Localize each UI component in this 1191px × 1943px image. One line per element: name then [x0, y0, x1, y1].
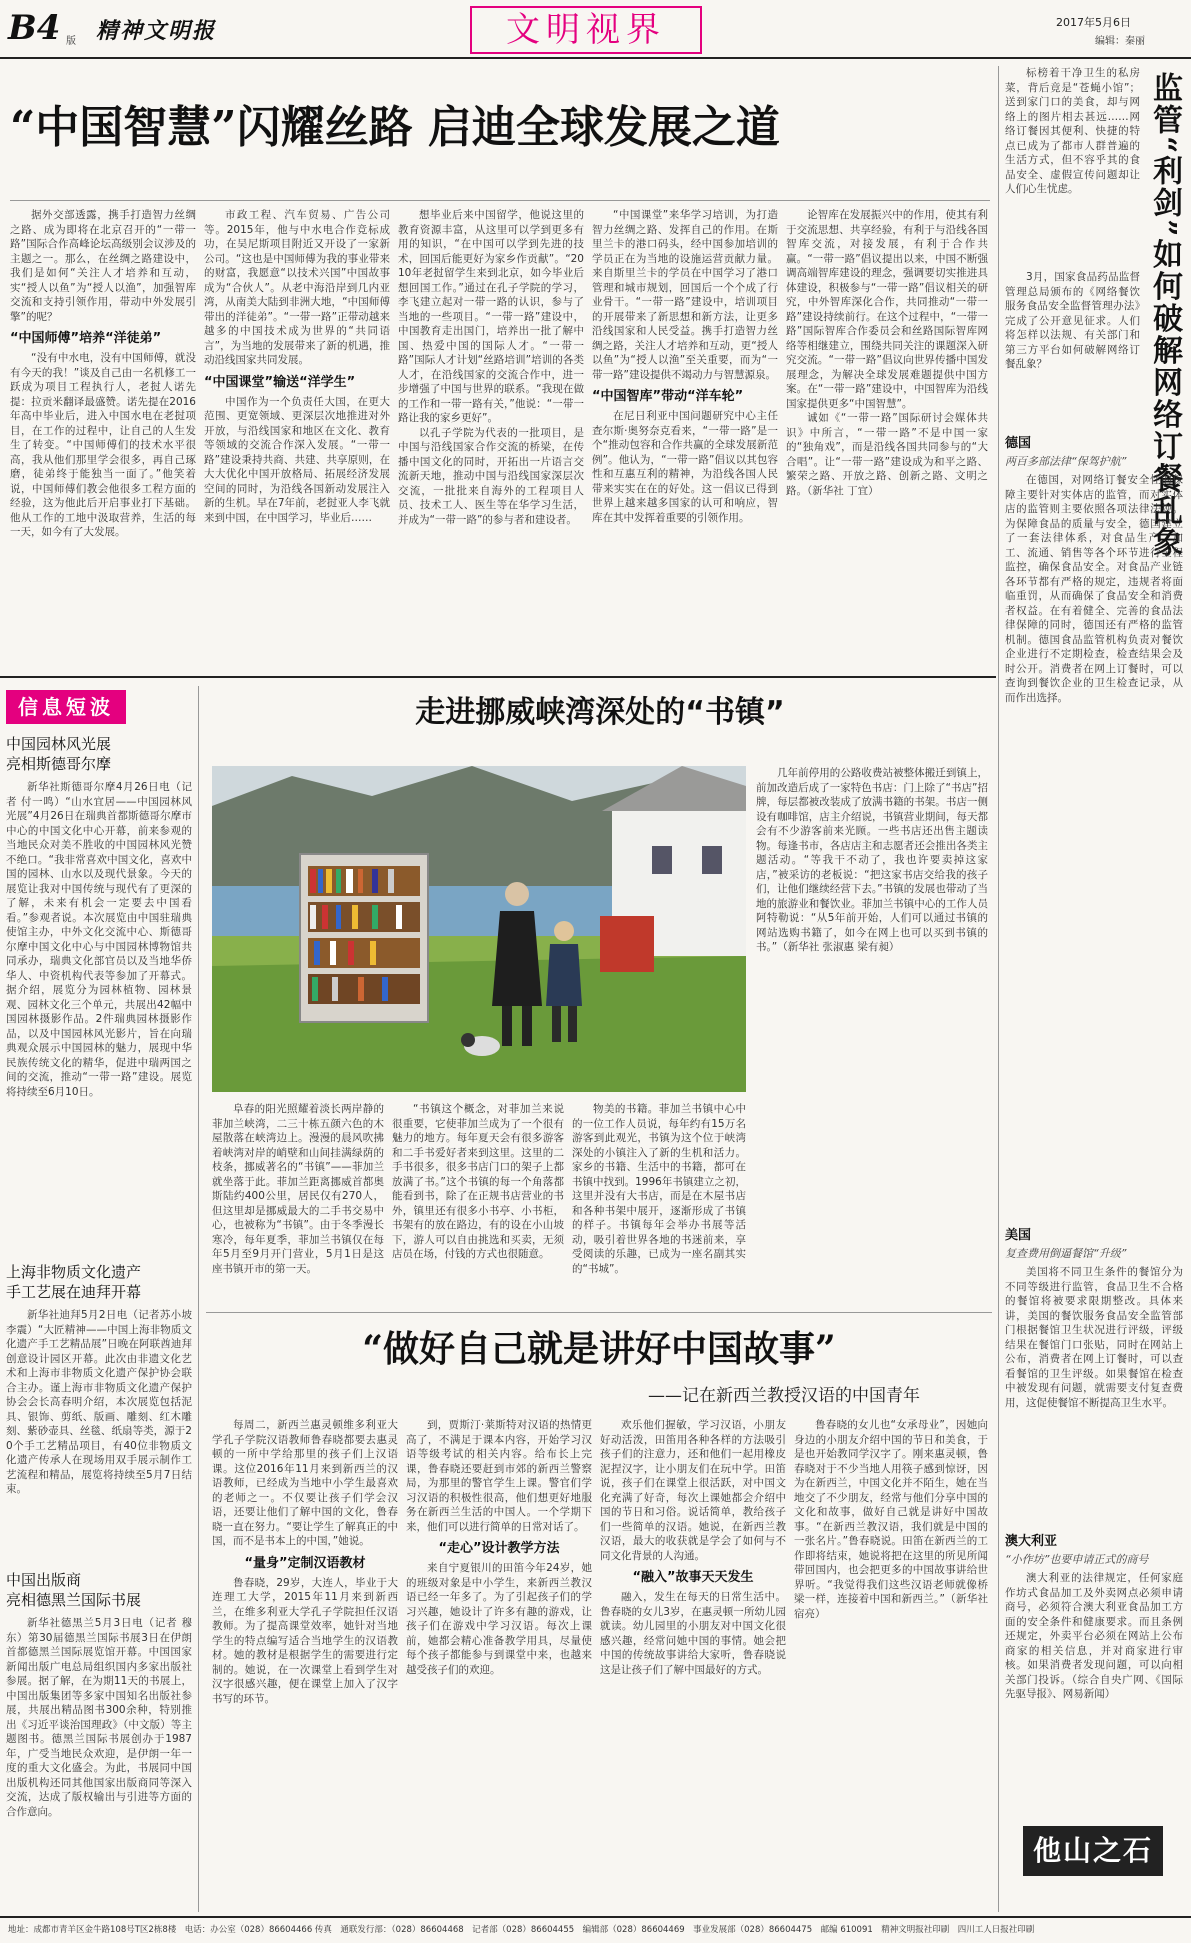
feature1-headline: 走进挪威峡湾深处的“书镇” [415, 695, 785, 730]
lead-col2-p1: 市政工程、汽车贸易、广告公司等。2015年，他与中水电合作竞标成功，在吴尼斯项目附近又开设了一家新公司。“这也是中国师傅为我的事业带来的财富，我愿意“以技术兴国”中国故事成为“合伙人”。从老中海沿岸到几内亚湾，从南美大陆到非洲大地，“中国师傅带出的洋徒弟”。“一带一路”正带动越来越多的中国技术成为世界的“共同语言”，为当地的发展带来了新的机遇，推动沿线国家共同发展。 [204, 209, 390, 366]
lead-col-1 [10, 208, 196, 668]
book-town-photo [212, 766, 746, 1092]
paper-name: 精神文明报 [96, 18, 217, 44]
feature2-col-2 [406, 1418, 592, 1906]
germany-body-wrap [1005, 473, 1183, 1203]
editor-credit: 编辑：秦丽 [1095, 36, 1145, 47]
feature1-col3-p: 物美的书籍。菲加兰书镇中心中的一位工作人员说，每年约有15万名游客到此观光，书镇为这个位于峡湾深处的小镇注入了新的生机和活力。家乡的书籍、生活中的书籍，都可在书镇中找到。1996年书镇建立之初，这里并没有大书店，而是在木屋书店和各种书架中展开，逐渐形成了书镇的样子。书镇每年会举办书展等活动，吸引着世界各地的书迷前来，享受阅读的乐趣，已成为一座名副其实的“书城”。 [572, 1103, 746, 1275]
feature2-col1-p2: 鲁春晓，29岁，大连人，毕业于大连理工大学，2015年11月来到新西兰，在维多利亚大学孔子学院担任汉语教师。为了提高课堂效率，她针对当地学生的特点编写适合当地学生的汉语教材。她的教材是根据学生的需要进行定制的。她说，在一次课堂上看到学生对汉字很感兴趣，便在课堂上加入了汉字书写的环节。 [212, 1576, 398, 1705]
australia-body: 澳大利亚的法律规定，任何家庭作坊式食品加工及外卖网点必须申请商号，必须符合澳大利亚食品加工方面的安全条件和健康要求。而且条例还规定，外卖平台必须在网站上公布商家的相关信息，并对商家进行审核。如果消费者发现问题，可以向相关部门投诉。（综合自央广网、《国际先驱导报》、网易新闻） [1005, 1572, 1183, 1700]
book-town-photo-svg [212, 766, 746, 1092]
sidebar-logo: 他山之石 [1023, 1826, 1163, 1876]
feature2-col2-p2: 来自宁夏银川的田笛今年24岁，她的班级对象是中小学生，来新西兰教汉语已经一年多了。为了引起孩子们的学习兴趣，她设计了许多有趣的游戏，让孩子们在游戏中学习汉语。每次上课前，她都会精心准备教学用具，尽量使每个孩子都能参与到课堂中来，也越来越受孩子们的欢迎。 [406, 1562, 592, 1676]
feature2-subhead-3: “融入”故事天天发生 [632, 1570, 754, 1585]
brief-label: 信息短波 [6, 690, 126, 724]
sidebar-intro-p1: 标榜着干净卫生的私房菜，背后竟是“苍蝇小馆”；送到家门口的美食，却与网络上的图片相去甚远……网络订餐因其便利、快捷的特点已成为了都市人群普遍的生活方式，但不容乎其的食品安全、虚假宣传问题却让人们心生忧虑。 [1005, 67, 1140, 195]
feature1-col-3 [572, 1102, 746, 1306]
sidebar-germany [1005, 426, 1183, 1216]
feature1-col2-p: “书镇这个概念，对菲加兰来说很重要，它使菲加兰成为了一个很有魅力的地方。每年夏天会有很多游客和二手书爱好者来到这里。这里的二手书很多，很多书店门口的架子上都放满了书。”这个书镇的每一个角落都能看到书，除了在正规书店营业的书外，镇里还有很多小书亭、小书柜，书架有的放在路边，有的设在小山坡下，游人可以自由挑选和买卖，无须店员在场，付钱的方式也很随意。 [392, 1103, 564, 1260]
feature1-col-2 [392, 1102, 564, 1306]
lead-col2-p2: 中国作为一个负责任大国，在更大范围、更宽领域、更深层次地推进对外开放，与沿线国家和地区在文化、教育等领域的交流合作深入发展。“一带一路”建设秉持共商、共建、共享原则，在大大优化中国开放格局、拓展经济发展空间的同时，为沿线各国新动发展注入新的生机。早在7年前，老挝亚人李飞就来到中国，在中国学习，毕业后…… [204, 395, 390, 524]
brief-item-1 [6, 734, 192, 1254]
lead-subhead-2: “中国课堂”输送“洋学生” [204, 374, 356, 390]
lead-col-4 [592, 208, 778, 668]
brief-body-2: 新华社迪拜5月2日电（记者苏小坡 李震）“大匠精神——中国上海非物质文化遗产手工艺精品展”日晚在阿联酋迪拜创意设计园区开幕。此次由非遗文化艺术和上海市非物质文化遗产保护协会联合主办。谨上海市非物质文化遗产保护协会会长高春明介绍，本次展览包括泥具、银饰、剪纸、版画、雕刻、红木雕刻、紫砂壶具、丝毯、纸扇等类，源于20个手工艺精品项目，有40位非物质文化遗产传承人在现场用双手展示制作工艺流程和精品，展览将持续至5月7日结束。 [6, 1309, 192, 1495]
lead-bottom-rule [0, 676, 996, 678]
lead-col5-p1: 论智库在发展振兴中的作用，使其有利于交流思想、共享经验，有利于与沿线各国智库交流，对接发展，有利于合作共赢。“一带一路”倡议提出以来，中国不断强调高端智库建设的理念，强调要切实推进具体建设，积极参与“一带一路”倡议相关的研究，中外智库深化合作，共同推动“一带一路”建设持续前行。在这个过程中，“一带一路”国际智库合作委员会和丝路国际智库网络等相继建立，围绕共同关注的课题深入研究交流。“一带一路”倡议向世界传播中国发展理念，为解决全球发展难题提供中国方案。在“一带一路”建设中，中国智库为沿线国家提供更多“中国智慧”。 [786, 209, 988, 410]
sidebar-headline: 监管“利剑”如何破解网络订餐乱象 [1147, 72, 1182, 559]
feature2-subhead-1: “量身”定制汉语教材 [244, 1555, 366, 1571]
lead-col3-p2: 以孔子学院为代表的一批项目，是中国与沿线国家合作交流的桥梁，在传播中国文化的同时，开拓出一片语言交流新天地，推动中国与沿线国家深层次交流，一批批来自海外的工程项目人员、技术工人、医生等在华学习生活，并成为“一带一路”的参与者和建设者。 [398, 426, 584, 526]
brief-title-2: 上海非物质文化遗产 手工艺展在迪拜开幕 [6, 1263, 142, 1301]
australia-body-wrap [1005, 1571, 1183, 1811]
feature2-subhead-2: “走心”设计教学方法 [438, 1541, 560, 1556]
feature1-bottom-rule [206, 1312, 992, 1313]
lead-headline-rule [10, 200, 990, 201]
sidebar-divider [998, 66, 999, 1912]
brief-title-3: 中国出版商 亮相德黑兰国际书展 [6, 1571, 142, 1609]
brief-item-2 [6, 1262, 192, 1562]
lead-col1-p2: “没有中水电，没有中国师傅，就没有今天的我！”谈及自己由一名机修工一跃成为项目工程执行人，老挝人诺先提：拉贡米翻译最盛赞。诺先提在2016年高中毕业后，进入中国水电在老挝项目，在工作的过程中，让自己的人生发生了转变。“中国师傅们的技术水平很高，我从他们那里学会很多，再自己琢磨，徒弟终于能独当一面了。”他笑着说，中国师傅们教会他很多工程方面的经验，这为他此后开启事业打下基础。他从工作的工地中汲取营养，生活的每一天，如今有了大发展。 [10, 352, 196, 538]
lead-subhead-1: “中国师傅”培养“洋徒弟” [10, 331, 162, 346]
lead-subhead-4: “中国智库”带动“洋车轮” [592, 389, 744, 404]
usa-body: 美国将不同卫生条件的餐馆分为不同等级进行监管，食品卫生不合格的餐馆将被要求限期整改。具体来讲，美国的餐饮服务食品安全监管部门根据餐馆卫生状况进行评级，评级结果在餐馆门口张贴，同时在网站上公布，消费者在网上订餐时，可以查看餐馆的卫生评级。如果餐馆在检查中被发现有问题，就需要支付复查费用，这促使餐馆不断提高卫生水平。 [1005, 1266, 1183, 1409]
brief-divider [198, 686, 199, 1912]
germany-body: 在德国，对网络订餐安全性的保障主要针对实体店的监管，而对实体店的监管则主要依照各项法律法规。为保障食品的质量与安全，德国建立了一套法律体系，对食品生产、加工、流通、销售等各个环节进行全程监控，确保食品安全。对食品产业链各环节都有严格的规定，违规者将面临重罚，从而确保了食品安全和消费者权益。在有着健全、完善的食品法律保障的同时，德国还有严格的监管机制。德国食品监管机构负责对餐饮企业进行不定期检查，检查结果会及时公开。消费者在网上订餐时，可以查询到餐饮企业的卫生检查记录，从而作出选择。 [1005, 474, 1183, 704]
sidebar-intro [1005, 66, 1140, 266]
section-title: 文明视界 [506, 10, 666, 50]
brief-body-3: 新华社德黑兰5月3日电（记者 穆东）第30届德黑兰国际书展3日在伊朗首都德黑兰国际展览馆开幕。中国国家新闻出版广电总局组织国内多家出版社参展。据了解，在为期11天的书展上，中国出版集团等多家中国知名出版社参展，共展出精品图书300余种，特别推出《习近平谈治国理政》（中文版）等主题图书。德黑兰国际书展创办于1987年，广受当地民众欢迎，是伊朗一年一度的重大文化盛会。为此，书展同中国出版机构还同其他国家出版商同等深入交流，达成了版权输出与引进等方面的合作意向。 [6, 1617, 192, 1818]
feature2-col-1 [212, 1418, 398, 1906]
feature2-headline: “做好自己就是讲好中国故事” [362, 1328, 836, 1370]
sidebar-australia [1005, 1524, 1183, 1824]
brief-body-1-wrap [6, 780, 192, 1250]
feature1-col1-p: 阜春的阳光照耀着淡长两岸静的菲加兰峡湾，二三十栋五颜六色的木屋散落在峡湾边上。漫漫的晨风吹拂着峡湾对岸的峭壁和山间挂满绿荫的枝条，挪威著名的“书镇”——菲加兰就坐落于此。菲加兰距离挪威首都奥斯陆约400公里，居民仅有270人，但这里却是挪威最大的二手书交易中心，也被称为“书镇”。由于冬季漫长寒冷，每年夏季，菲加兰书镇仅在每年5月至9月开门营业，5月1日是这座书镇开市的第一天。 [212, 1103, 384, 1275]
brief-title-1: 中国园林风光展 亮相斯德哥尔摩 [6, 735, 112, 773]
feature1-col4-p: 几年前停用的公路收费站被整体搬迁到镇上，前加改造后成了一家特色书店：门上除了“书店”招牌，每层都被改装成了放满书籍的书架。书店一侧设有咖啡馆，店主介绍说，书镇营业期间，每天都会有不少游客前来光顾。一些书店还出售主题读物。每逢书市，各店店主和志愿者还会推出各类主题活动。“等我干不动了，我也许要卖掉这家店，”被采访的老板说：“把这家书店交给我的孩子们，让他们继续经营下去。”书镇的发展也带动了当地的旅游业和餐饮业。菲加兰书镇中心的工作人员阿特勒说：“从5年前开始，人们可以通过书镇的网站选购书籍了，如今在网上也可以买到书镇的书。”（新华社 张淑惠 梁有昶） [756, 767, 988, 953]
brief-body-1: 新华社斯德哥尔摩4月26日电（记者 付一鸣）“山水宜居——中国园林风光展”4月26日在瑞典首都斯德哥尔摩市中心的中国文化中心开幕，前来参观的当地民众对美不胜收的中国园林风光赞不绝口。“我非常喜欢中国文化，喜欢中国的园林、山水以及现代景象。今天的展览让我对中国传统与现代有了更深的了解，未来有机会一定要去中国看看。”参观者说。本次展览由中国驻瑞典使馆主办，中外文化交流中心、斯德哥尔摩中国文化中心与中国园林博物馆共同承办，瑞典文化部官员以及当地华侨华人、中资机构代表等参加了开幕式。据介绍，展览分为园林植物、园林景观、园林文化三个单元，共展出42幅中国园林摄影作品。2件瑞典园林摄影作品，以及中国园林风光影片，旨在向瑞典观众展示中国园林的魅力，展现中华民族传统文化的精华，促进中瑞两国之间的交流，推动“一带一路”建设。展览将持续至6月10日。 [6, 781, 192, 1098]
feature2-col3-p2: 融入，发生在每天的日常生活中。鲁春晓的女儿3岁，在惠灵顿一所幼儿园就读。幼儿园里的小朋友对中国文化很感兴趣，经常问她中国的事情。她会把中国的传统故事讲给大家听，鲁春晓说这是让孩子们了解中国最好的方式。 [600, 1591, 786, 1676]
lead-col-3 [398, 208, 584, 668]
feature2-col1-p1: 每周二，新西兰惠灵顿维多利亚大学孔子学院汉语教师鲁春晓都要去惠灵顿的一所中学给那里的孩子们上汉语课。这位2016年11月来到新西兰的汉语教师，已经成为当地中小学生最喜欢的老师之一。不仅要让孩子们学会汉语，还要让他们了解中国的文化，鲁春晓一直在努力。“要让学生了解真正的中国，而不是书本上的中国，”她说。 [212, 1419, 398, 1547]
usa-body-wrap [1005, 1265, 1183, 1515]
lead-col1-p1: 据外交部透露，携手打造智力丝绸之路、成为即将在北京召开的“一带一路”国际合作高峰论坛高级别会议涉及的主题之一。那么，在丝绸之路建设中，我们是如何“关注人才培养和互动，实“授人以鱼”为“授人以渔”，加强智库交流和支持引领作用，带动中外发展引擎”的呢？ [10, 209, 196, 323]
feature1-col-4 [756, 766, 988, 1306]
lead-headline: “中国智慧”闪耀丝路 启迪全球发展之道 [10, 102, 780, 153]
lead-col-5 [786, 208, 988, 668]
brief-body-2-wrap [6, 1308, 192, 1556]
brief-item-3 [6, 1570, 192, 1910]
feature2-col-3 [600, 1418, 786, 1906]
feature2-col3-p1: 欢乐他们握敏，学习汉语，小朋友好动活泼，田笛用各种各样的方法吸引孩子们的注意力，还和他们一起用橡皮泥捏汉字，让小朋友们在玩中学。田笛说，孩子们在课堂上很活跃，对中国文化充满了好奇，每次上课她都会介绍中国的节日和习俗。说话简单，教给孩子们一些简单的汉语。她说，在新西兰教汉语，最大的收获就是学会了如何与不同文化背景的人沟通。 [600, 1419, 786, 1562]
germany-subheading: 两百多部法律“保驾护航” [1005, 455, 1127, 468]
brief-body-3-wrap [6, 1616, 192, 1904]
sidebar [1005, 66, 1183, 1912]
lead-col4-p1: “中国课堂”来华学习培训，为打造智力丝绸之路、发挥自己的作用。在斯里兰卡的港口码头，经中国参加培训的学员正在为当地的设施运营贡献力量。来自斯里兰卡的学员在中国学习了港口管理和城市规划，回国后一个个成了行业骨干。“一带一路”建设中，培训项目的开展带来了新思想和新方法，让更多沿线国家和人民受益。携手打造智力丝绸之路，关注人才培养和互动，更“授人以鱼”为“授人以渔”至关重要，而为“一带一路”建设提供不竭动力与智慧源泉。 [592, 209, 778, 381]
sidebar-usa [1005, 1218, 1183, 1518]
sidebar-intro2 [1005, 270, 1140, 420]
footer-line: 地址：成都市青羊区金牛路108号T区2栋8楼 电话：办公室（028）86604466 传真 通联发行部：（028）86604468 记者部（028）86604455 编辑部（028）86604469 事业发展部（028）86604475 邮编 610091 精神文明报社印刷 四川工人日报社印刷 [8, 1925, 1035, 1935]
masthead-rule [0, 57, 1191, 59]
lead-col-2 [204, 208, 390, 668]
germany-heading: 德国 [1005, 436, 1032, 451]
usa-subheading: 复查费用倒逼餐馆“升级” [1005, 1247, 1127, 1260]
lead-col4-p2: 在尼日利亚中国问题研究中心主任查尔斯·奥努奈克看来，“一带一路”是一个“推动包容和合作共赢的全球发展新范例”。他认为，“一带一路”倡议以其包容性和互惠互利的精神，为沿线各国人民带来实实在在的好处。这一倡议已得到世界上越来越多国家的认可和响应，智库在其中发挥着重要的引领作用。 [592, 410, 778, 524]
page-suffix: 版 [66, 36, 76, 47]
page-number: B4 [8, 8, 61, 48]
lead-col3-p1: 想毕业后来中国留学，他说这里的教育资源丰富，从这里可以学到更多有用的知识，“在中国可以学到先进的技术，回国后能更好为家乡作贡献”。“2010年老挝留学生来到北京，如今毕业后想回国工作。”通过在孔子学院的学习，李飞建立起对一带一路的认识，参与了当地的一些项目。“一带一路”建设中，中国教育走出国门，培养出一批了解中国、热爱中国的国际人才。“一带一路”国际人才计划“丝路培训”培训的各类人才，在沿线国家的交流合作中，进一步增强了中国与世界的联系。“我现在做的工作和一带一路有关，”他说：“一带一路让我的家乡更好”。 [398, 209, 584, 424]
usa-heading: 美国 [1005, 1228, 1032, 1243]
feature2-subhead: ——记在新西兰教授汉语的中国青年 [648, 1386, 920, 1406]
footer-rule [0, 1916, 1191, 1918]
sidebar-intro-p2: 3月，国家食品药品监督管理总局颁布的《网络餐饮服务食品安全监督管理办法》完成了公开意见征求。人们将怎样以法规、有关部门和第三方平台如何破解网络订餐乱象？ [1005, 271, 1140, 370]
feature2-col2-p1: 到，贾斯汀·莱斯特对汉语的热情更高了，不满足于课本内容，开始学习汉语等级考试的相关内容。给布长上完课，鲁春晓还要赶到市郊的新西兰警察局，为那里的警官学生上课。警官们学习汉语的积极性很高，他们想更好地服务在新西兰生活的中国人。一个学期下来，他们可以进行简单的日常对话了。 [406, 1419, 592, 1533]
feature1-col-1 [212, 1102, 384, 1306]
masthead [0, 0, 1191, 62]
feature2-col4-p: 鲁春晓的女儿也“女承母业”，因她向身边的小朋友介绍中国的节日和美食，于是也开始教同学汉字了。刚来惠灵顿，鲁春晓对于不少当地人用筷子感到惊讶，因为在新西兰，中国文化并不陌生，她在当地交了不少朋友，经常与他们分享中国的文化和故事，做好自己就是讲好中国故事。“在新西兰教汉语，我们就是中国的一张名片。”鲁春晓说。田笛在新西兰的工作即将结束，她说将把在这里的所见所闻带回国内，也会把更多的中国故事讲给世界听。“我觉得我们这些汉语老师就像桥梁一样，连接着中国和新西兰。”（新华社 宿亮） [794, 1419, 988, 1620]
australia-subheading: “小作坊”也要申请正式的商号 [1005, 1553, 1149, 1566]
issue-date: 2017年5月6日 [1056, 16, 1131, 29]
australia-heading: 澳大利亚 [1005, 1534, 1058, 1549]
lead-col5-p2: 诚如《“一带一路”国际研讨会媒体共识》中所言，“一带一路”不是中国一家的“独角戏”，而是沿线各国共同参与的“大合唱”。让“一带一路”建设成为和平之路、繁荣之路、开放之路、创新之路、文明之路。（新华社 丁宜） [786, 412, 988, 497]
feature2-col-4 [794, 1418, 988, 1906]
